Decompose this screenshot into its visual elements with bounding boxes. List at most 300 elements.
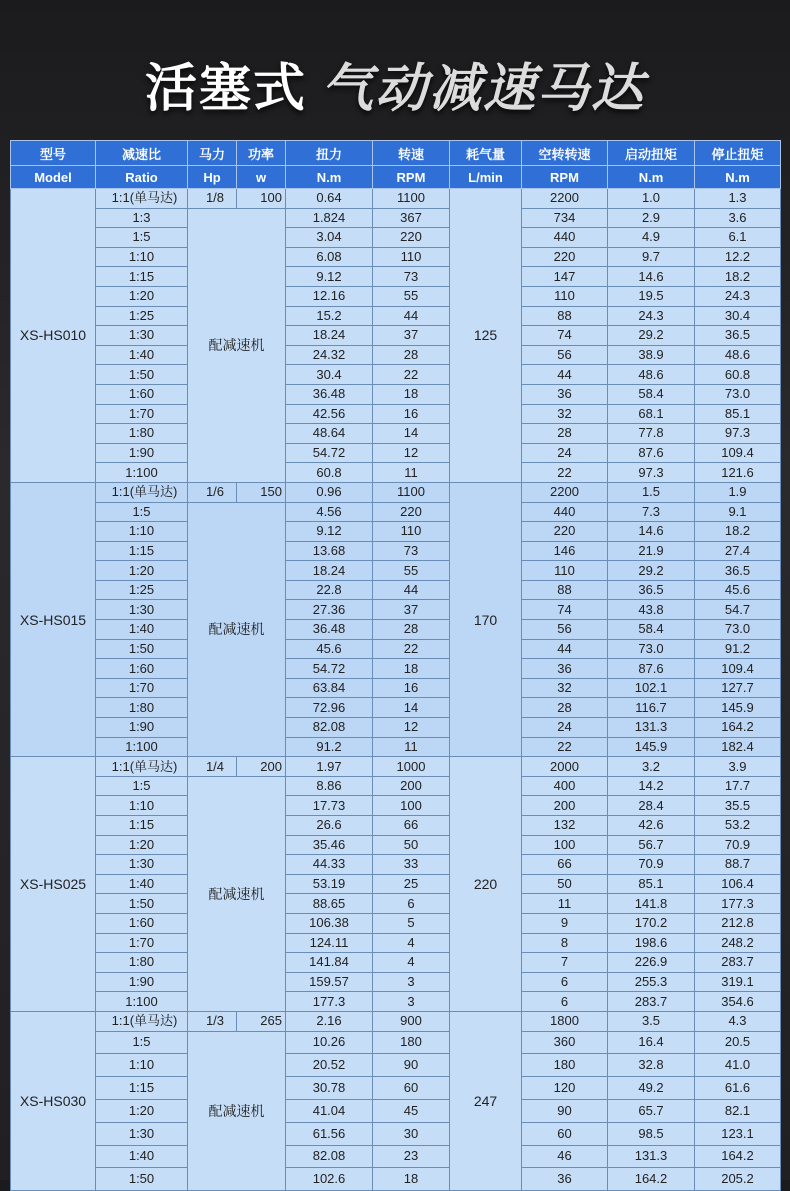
table-row [11, 443, 781, 463]
torque-cell: 60.8 [286, 463, 373, 483]
torque-cell: 17.73 [286, 796, 373, 816]
speed-cell: 44 [373, 580, 450, 600]
ratio-cell: 1:20 [96, 561, 188, 581]
speed-cell: 33 [373, 855, 450, 875]
stall-torque-cell: 3.6 [695, 208, 781, 228]
table-row [11, 522, 781, 542]
air-consumption-cell: 170 [450, 482, 522, 756]
power-cell: 150 [237, 482, 286, 502]
torque-cell: 54.72 [286, 659, 373, 679]
stall-torque-cell: 41.0 [695, 1054, 781, 1077]
free-speed-cell: 28 [522, 424, 608, 444]
ratio-cell: 1:40 [96, 345, 188, 365]
start-torque-cell: 58.4 [608, 620, 695, 640]
ratio-cell: 1:1(单马达) [96, 757, 188, 777]
speed-cell: 22 [373, 365, 450, 385]
stall-torque-cell: 24.3 [695, 286, 781, 306]
start-torque-cell: 32.8 [608, 1054, 695, 1077]
table-row [11, 698, 781, 718]
torque-cell: 102.6 [286, 1168, 373, 1191]
free-speed-cell: 74 [522, 326, 608, 346]
speed-cell: 23 [373, 1145, 450, 1168]
table-row [11, 737, 781, 757]
stall-torque-cell: 70.9 [695, 835, 781, 855]
torque-cell: 10.26 [286, 1031, 373, 1054]
stall-torque-cell: 82.1 [695, 1099, 781, 1122]
ratio-cell: 1:15 [96, 541, 188, 561]
speed-cell: 50 [373, 835, 450, 855]
start-torque-cell: 226.9 [608, 953, 695, 973]
torque-cell: 106.38 [286, 913, 373, 933]
ratio-cell: 1:5 [96, 776, 188, 796]
free-speed-cell: 50 [522, 874, 608, 894]
stall-torque-cell: 106.4 [695, 874, 781, 894]
torque-cell: 45.6 [286, 639, 373, 659]
torque-cell: 42.56 [286, 404, 373, 424]
stall-torque-cell: 30.4 [695, 306, 781, 326]
table-row [11, 776, 781, 796]
ratio-cell: 1:10 [96, 247, 188, 267]
ratio-cell: 1:15 [96, 267, 188, 287]
stall-torque-cell: 177.3 [695, 894, 781, 914]
ratio-cell: 1:50 [96, 1168, 188, 1191]
free-speed-cell: 56 [522, 620, 608, 640]
table-row [11, 267, 781, 287]
table-header [11, 141, 781, 189]
table-row [11, 972, 781, 992]
speed-cell: 55 [373, 286, 450, 306]
model-group [11, 1011, 781, 1190]
speed-cell: 37 [373, 326, 450, 346]
speed-cell: 3 [373, 992, 450, 1012]
stall-torque-cell: 6.1 [695, 228, 781, 248]
header-cell: 停止扭矩 [695, 141, 781, 166]
torque-cell: 41.04 [286, 1099, 373, 1122]
start-torque-cell: 87.6 [608, 443, 695, 463]
speed-cell: 28 [373, 620, 450, 640]
torque-cell: 61.56 [286, 1122, 373, 1145]
table-row [11, 1122, 781, 1145]
start-torque-cell: 97.3 [608, 463, 695, 483]
speed-cell: 4 [373, 933, 450, 953]
free-speed-cell: 8 [522, 933, 608, 953]
free-speed-cell: 132 [522, 816, 608, 836]
model-cell: XS-HS015 [11, 482, 96, 756]
start-torque-cell: 24.3 [608, 306, 695, 326]
header-cell: 型号 [11, 141, 96, 166]
header-cell: 减速比 [96, 141, 188, 166]
torque-cell: 26.6 [286, 816, 373, 836]
title-main: 活塞式 [144, 59, 307, 119]
table-row [11, 208, 781, 228]
torque-cell: 3.04 [286, 228, 373, 248]
speed-cell: 220 [373, 502, 450, 522]
stall-torque-cell: 17.7 [695, 776, 781, 796]
table-row [11, 384, 781, 404]
start-torque-cell: 255.3 [608, 972, 695, 992]
stall-torque-cell: 48.6 [695, 345, 781, 365]
model-cell: XS-HS025 [11, 757, 96, 1012]
stall-torque-cell: 60.8 [695, 365, 781, 385]
stall-torque-cell: 164.2 [695, 718, 781, 738]
start-torque-cell: 19.5 [608, 286, 695, 306]
table-row [11, 757, 781, 777]
table-row [11, 482, 781, 502]
stall-torque-cell: 85.1 [695, 404, 781, 424]
free-speed-cell: 44 [522, 365, 608, 385]
table-row [11, 345, 781, 365]
ratio-cell: 1:25 [96, 306, 188, 326]
start-torque-cell: 29.2 [608, 326, 695, 346]
free-speed-cell: 220 [522, 522, 608, 542]
torque-cell: 124.11 [286, 933, 373, 953]
start-torque-cell: 36.5 [608, 580, 695, 600]
free-speed-cell: 11 [522, 894, 608, 914]
hp-cell: 1/4 [188, 757, 237, 777]
start-torque-cell: 68.1 [608, 404, 695, 424]
start-torque-cell: 14.6 [608, 267, 695, 287]
free-speed-cell: 22 [522, 463, 608, 483]
table-row [11, 502, 781, 522]
table-row [11, 874, 781, 894]
header-cell: w [237, 166, 286, 189]
table-row [11, 1145, 781, 1168]
model-cell: XS-HS010 [11, 189, 96, 483]
free-speed-cell: 44 [522, 639, 608, 659]
spec-table [10, 140, 781, 1191]
torque-cell: 9.12 [286, 522, 373, 542]
stall-torque-cell: 354.6 [695, 992, 781, 1012]
ratio-cell: 1:80 [96, 424, 188, 444]
ratio-cell: 1:30 [96, 855, 188, 875]
free-speed-cell: 74 [522, 600, 608, 620]
gear-reducer-cell: 配减速机 [188, 502, 286, 757]
stall-torque-cell: 36.5 [695, 561, 781, 581]
table-row [11, 816, 781, 836]
ratio-cell: 1:1(单马达) [96, 1011, 188, 1031]
start-torque-cell: 164.2 [608, 1168, 695, 1191]
torque-cell: 9.12 [286, 267, 373, 287]
header-cell: 马力 [188, 141, 237, 166]
table-row [11, 639, 781, 659]
torque-cell: 54.72 [286, 443, 373, 463]
ratio-cell: 1:15 [96, 816, 188, 836]
start-torque-cell: 49.2 [608, 1077, 695, 1100]
title-sub: 气动减速马达 [321, 59, 646, 119]
ratio-cell: 1:5 [96, 502, 188, 522]
torque-cell: 12.16 [286, 286, 373, 306]
ratio-cell: 1:10 [96, 1054, 188, 1077]
table-row [11, 424, 781, 444]
header-cell: Ratio [96, 166, 188, 189]
start-torque-cell: 98.5 [608, 1122, 695, 1145]
header-row-english [11, 166, 781, 189]
gear-reducer-cell: 配减速机 [188, 208, 286, 482]
torque-cell: 13.68 [286, 541, 373, 561]
free-speed-cell: 2200 [522, 189, 608, 209]
table-row [11, 247, 781, 267]
free-speed-cell: 24 [522, 718, 608, 738]
table-row [11, 796, 781, 816]
ratio-cell: 1:100 [96, 463, 188, 483]
stall-torque-cell: 109.4 [695, 443, 781, 463]
torque-cell: 1.824 [286, 208, 373, 228]
free-speed-cell: 88 [522, 306, 608, 326]
speed-cell: 37 [373, 600, 450, 620]
torque-cell: 177.3 [286, 992, 373, 1012]
speed-cell: 45 [373, 1099, 450, 1122]
speed-cell: 30 [373, 1122, 450, 1145]
speed-cell: 3 [373, 972, 450, 992]
speed-cell: 73 [373, 267, 450, 287]
stall-torque-cell: 248.2 [695, 933, 781, 953]
start-torque-cell: 131.3 [608, 718, 695, 738]
table-row [11, 678, 781, 698]
table-row [11, 620, 781, 640]
ratio-cell: 1:90 [96, 443, 188, 463]
table-row [11, 659, 781, 679]
ratio-cell: 1:30 [96, 1122, 188, 1145]
start-torque-cell: 43.8 [608, 600, 695, 620]
stall-torque-cell: 12.2 [695, 247, 781, 267]
header-cell: N.m [286, 166, 373, 189]
stall-torque-cell: 61.6 [695, 1077, 781, 1100]
stall-torque-cell: 73.0 [695, 384, 781, 404]
speed-cell: 11 [373, 737, 450, 757]
speed-cell: 73 [373, 541, 450, 561]
free-speed-cell: 32 [522, 404, 608, 424]
free-speed-cell: 120 [522, 1077, 608, 1100]
torque-cell: 36.48 [286, 620, 373, 640]
free-speed-cell: 24 [522, 443, 608, 463]
stall-torque-cell: 20.5 [695, 1031, 781, 1054]
stall-torque-cell: 121.6 [695, 463, 781, 483]
stall-torque-cell: 212.8 [695, 913, 781, 933]
torque-cell: 6.08 [286, 247, 373, 267]
table-row [11, 835, 781, 855]
start-torque-cell: 21.9 [608, 541, 695, 561]
speed-cell: 16 [373, 678, 450, 698]
header-cell: RPM [373, 166, 450, 189]
header-cell: Model [11, 166, 96, 189]
start-torque-cell: 3.2 [608, 757, 695, 777]
speed-cell: 28 [373, 345, 450, 365]
start-torque-cell: 28.4 [608, 796, 695, 816]
table-row [11, 189, 781, 209]
ratio-cell: 1:70 [96, 933, 188, 953]
speed-cell: 6 [373, 894, 450, 914]
air-consumption-cell: 247 [450, 1011, 522, 1190]
stall-torque-cell: 54.7 [695, 600, 781, 620]
ratio-cell: 1:3 [96, 208, 188, 228]
speed-cell: 110 [373, 522, 450, 542]
table-row [11, 404, 781, 424]
free-speed-cell: 400 [522, 776, 608, 796]
table-row [11, 992, 781, 1012]
torque-cell: 27.36 [286, 600, 373, 620]
free-speed-cell: 46 [522, 1145, 608, 1168]
header-cell: 空转转速 [522, 141, 608, 166]
table-row [11, 580, 781, 600]
start-torque-cell: 7.3 [608, 502, 695, 522]
torque-cell: 53.19 [286, 874, 373, 894]
torque-cell: 30.78 [286, 1077, 373, 1100]
stall-torque-cell: 123.1 [695, 1122, 781, 1145]
torque-cell: 0.64 [286, 189, 373, 209]
stall-torque-cell: 145.9 [695, 698, 781, 718]
speed-cell: 100 [373, 796, 450, 816]
torque-cell: 63.84 [286, 678, 373, 698]
free-speed-cell: 28 [522, 698, 608, 718]
start-torque-cell: 42.6 [608, 816, 695, 836]
start-torque-cell: 38.9 [608, 345, 695, 365]
start-torque-cell: 131.3 [608, 1145, 695, 1168]
start-torque-cell: 87.6 [608, 659, 695, 679]
table-row [11, 326, 781, 346]
stall-torque-cell: 88.7 [695, 855, 781, 875]
speed-cell: 4 [373, 953, 450, 973]
start-torque-cell: 65.7 [608, 1099, 695, 1122]
free-speed-cell: 88 [522, 580, 608, 600]
header-cell: N.m [608, 166, 695, 189]
torque-cell: 159.57 [286, 972, 373, 992]
hp-cell: 1/3 [188, 1011, 237, 1031]
ratio-cell: 1:25 [96, 580, 188, 600]
page-title [0, 46, 790, 121]
header-cell: 扭力 [286, 141, 373, 166]
start-torque-cell: 73.0 [608, 639, 695, 659]
speed-cell: 25 [373, 874, 450, 894]
torque-cell: 88.65 [286, 894, 373, 914]
free-speed-cell: 220 [522, 247, 608, 267]
speed-cell: 60 [373, 1077, 450, 1100]
ratio-cell: 1:5 [96, 228, 188, 248]
start-torque-cell: 4.9 [608, 228, 695, 248]
table-row [11, 306, 781, 326]
speed-cell: 5 [373, 913, 450, 933]
free-speed-cell: 360 [522, 1031, 608, 1054]
ratio-cell: 1:1(单马达) [96, 189, 188, 209]
stall-torque-cell: 1.9 [695, 482, 781, 502]
free-speed-cell: 66 [522, 855, 608, 875]
stall-torque-cell: 73.0 [695, 620, 781, 640]
table-row [11, 600, 781, 620]
ratio-cell: 1:15 [96, 1077, 188, 1100]
torque-cell: 36.48 [286, 384, 373, 404]
stall-torque-cell: 53.2 [695, 816, 781, 836]
power-cell: 200 [237, 757, 286, 777]
speed-cell: 18 [373, 384, 450, 404]
stall-torque-cell: 9.1 [695, 502, 781, 522]
model-group [11, 189, 781, 483]
ratio-cell: 1:40 [96, 1145, 188, 1168]
free-speed-cell: 32 [522, 678, 608, 698]
free-speed-cell: 2200 [522, 482, 608, 502]
ratio-cell: 1:40 [96, 874, 188, 894]
table-row [11, 541, 781, 561]
free-speed-cell: 9 [522, 913, 608, 933]
start-torque-cell: 9.7 [608, 247, 695, 267]
table-row [11, 228, 781, 248]
speed-cell: 22 [373, 639, 450, 659]
free-speed-cell: 147 [522, 267, 608, 287]
table-row [11, 718, 781, 738]
header-cell: N.m [695, 166, 781, 189]
speed-cell: 110 [373, 247, 450, 267]
ratio-cell: 1:30 [96, 600, 188, 620]
header-cell: 功率 [237, 141, 286, 166]
ratio-cell: 1:10 [96, 796, 188, 816]
stall-torque-cell: 91.2 [695, 639, 781, 659]
table-row [11, 894, 781, 914]
header-cell: L/min [450, 166, 522, 189]
start-torque-cell: 1.5 [608, 482, 695, 502]
speed-cell: 1000 [373, 757, 450, 777]
torque-cell: 72.96 [286, 698, 373, 718]
start-torque-cell: 56.7 [608, 835, 695, 855]
ratio-cell: 1:50 [96, 894, 188, 914]
free-speed-cell: 60 [522, 1122, 608, 1145]
torque-cell: 0.96 [286, 482, 373, 502]
start-torque-cell: 14.6 [608, 522, 695, 542]
start-torque-cell: 145.9 [608, 737, 695, 757]
ratio-cell: 1:5 [96, 1031, 188, 1054]
speed-cell: 11 [373, 463, 450, 483]
table-row [11, 855, 781, 875]
table-row [11, 913, 781, 933]
start-torque-cell: 102.1 [608, 678, 695, 698]
speed-cell: 66 [373, 816, 450, 836]
ratio-cell: 1:50 [96, 365, 188, 385]
torque-cell: 82.08 [286, 718, 373, 738]
model-group [11, 757, 781, 1012]
start-torque-cell: 85.1 [608, 874, 695, 894]
free-speed-cell: 440 [522, 228, 608, 248]
stall-torque-cell: 164.2 [695, 1145, 781, 1168]
stall-torque-cell: 1.3 [695, 189, 781, 209]
gear-reducer-cell: 配减速机 [188, 1031, 286, 1191]
header-cell: 转速 [373, 141, 450, 166]
torque-cell: 35.46 [286, 835, 373, 855]
ratio-cell: 1:10 [96, 522, 188, 542]
torque-cell: 91.2 [286, 737, 373, 757]
table-row [11, 1031, 781, 1054]
speed-cell: 16 [373, 404, 450, 424]
start-torque-cell: 70.9 [608, 855, 695, 875]
torque-cell: 1.97 [286, 757, 373, 777]
torque-cell: 8.86 [286, 776, 373, 796]
header-row-chinese [11, 141, 781, 166]
free-speed-cell: 100 [522, 835, 608, 855]
torque-cell: 44.33 [286, 855, 373, 875]
stall-torque-cell: 3.9 [695, 757, 781, 777]
ratio-cell: 1:50 [96, 639, 188, 659]
air-consumption-cell: 125 [450, 189, 522, 483]
speed-cell: 55 [373, 561, 450, 581]
start-torque-cell: 1.0 [608, 189, 695, 209]
header-cell: 耗气量 [450, 141, 522, 166]
speed-cell: 18 [373, 1168, 450, 1191]
torque-cell: 15.2 [286, 306, 373, 326]
free-speed-cell: 6 [522, 972, 608, 992]
ratio-cell: 1:1(单马达) [96, 482, 188, 502]
header-cell: RPM [522, 166, 608, 189]
torque-cell: 20.52 [286, 1054, 373, 1077]
hp-cell: 1/6 [188, 482, 237, 502]
start-torque-cell: 141.8 [608, 894, 695, 914]
start-torque-cell: 283.7 [608, 992, 695, 1012]
gear-reducer-cell: 配减速机 [188, 776, 286, 1011]
